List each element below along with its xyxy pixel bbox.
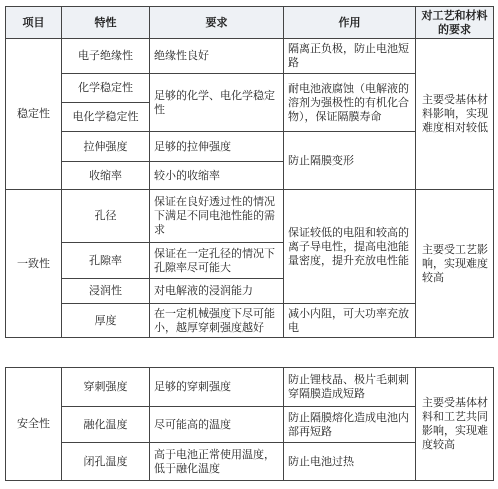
table-row <box>6 39 494 74</box>
property-cell: 孔隙率 <box>62 243 150 279</box>
header-effect: 作用 <box>284 7 416 39</box>
requirement-cell: 较小的收缩率 <box>150 162 284 190</box>
header-row <box>6 7 494 39</box>
effect-cell: 隔离正负极，防止电池短路 <box>284 39 416 74</box>
craft-cell: 主要受基体材料影响，实现难度相对较低 <box>416 39 494 190</box>
craft-cell: 主要受基体材料和工艺共同影响，实现难度较高 <box>416 368 494 481</box>
requirement-cell: 对电解液的浸润能力 <box>150 279 284 304</box>
header-requirement: 要求 <box>150 7 284 39</box>
requirement-cell: 足够的拉伸强度 <box>150 132 284 162</box>
property-cell: 融化温度 <box>62 407 150 443</box>
effect-cell: 耐电池液腐蚀（电解液的溶剂为强极性的有机化合物），保证隔膜寿命 <box>284 74 416 132</box>
requirement-cell: 在一定机械强度下尽可能小，越厚穿刺强度越好 <box>150 304 284 338</box>
property-cell: 收缩率 <box>62 162 150 190</box>
safety-table <box>5 367 494 481</box>
property-cell: 闭孔温度 <box>62 443 150 481</box>
table-row <box>6 368 494 407</box>
requirement-cell: 保证在良好透过性的情况下满足不同电池性能的需求 <box>150 190 284 243</box>
effect-cell: 保证较低的电阻和较高的离子导电性，提高电池能量密度，提升充放电性能 <box>284 190 416 304</box>
property-cell: 浸润性 <box>62 279 150 304</box>
property-cell: 化学稳定性 <box>62 74 150 103</box>
craft-cell: 主要受工艺影响，实现难度较高 <box>416 190 494 338</box>
requirement-cell: 足够的穿刺强度 <box>150 368 284 407</box>
property-cell: 电化学稳定性 <box>62 103 150 132</box>
requirement-cell: 足够的化学、电化学稳定性 <box>150 74 284 132</box>
header-property: 特性 <box>62 7 150 39</box>
requirement-cell: 高于电池正常使用温度，低于融化温度 <box>150 443 284 481</box>
category-safety: 安全性 <box>6 368 62 481</box>
effect-cell: 防止隔膜变形 <box>284 132 416 190</box>
effect-cell: 防止电池过热 <box>284 443 416 481</box>
requirement-cell: 保证在一定孔径的情况下孔隙率尽可能大 <box>150 243 284 279</box>
header-item: 项目 <box>6 7 62 39</box>
separator-properties-table <box>5 6 494 338</box>
effect-cell: 减小内阻，可大功率充放电 <box>284 304 416 338</box>
requirement-cell: 尽可能高的温度 <box>150 407 284 443</box>
property-cell: 穿刺强度 <box>62 368 150 407</box>
effect-cell: 防止隔膜熔化造成电池内部再短路 <box>284 407 416 443</box>
header-craft: 对工艺和材料的要求 <box>416 7 494 39</box>
property-cell: 厚度 <box>62 304 150 338</box>
requirement-cell: 绝缘性良好 <box>150 39 284 74</box>
property-cell: 孔径 <box>62 190 150 243</box>
property-cell: 电子绝缘性 <box>62 39 150 74</box>
property-cell: 拉伸强度 <box>62 132 150 162</box>
category-stability: 稳定性 <box>6 39 62 190</box>
table-row <box>6 190 494 243</box>
effect-cell: 防止锂枝晶、极片毛刺刺穿隔膜造成短路 <box>284 368 416 407</box>
category-consistency: 一致性 <box>6 190 62 338</box>
